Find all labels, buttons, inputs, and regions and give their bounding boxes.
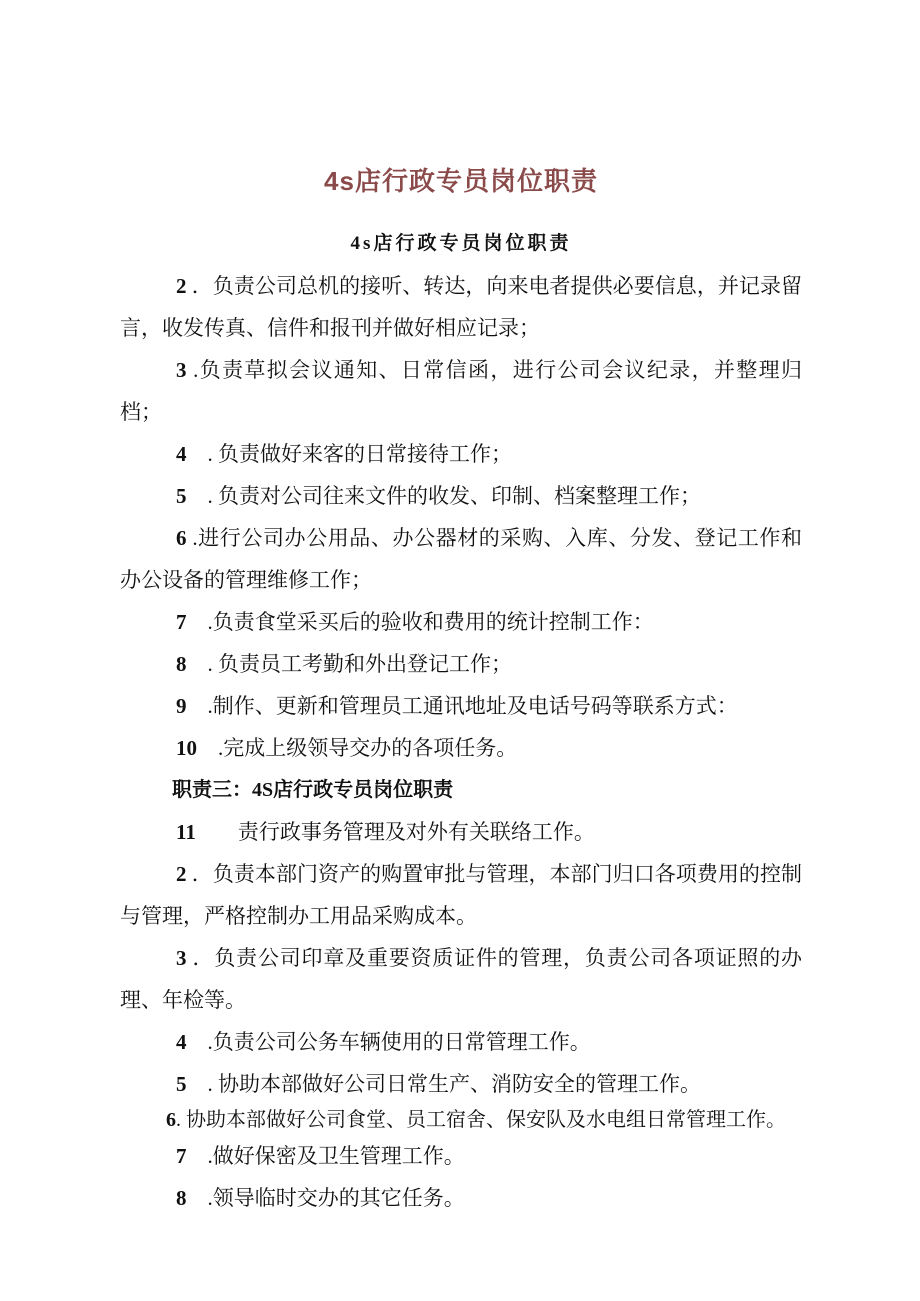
list-item <box>120 1105 802 1135</box>
list-item-separator: . <box>186 358 199 382</box>
list-item-separator: . <box>176 1109 186 1131</box>
list-item <box>120 853 802 937</box>
list-item-separator: . <box>186 442 218 466</box>
list-item-text: 负责做好来客的日常接待工作； <box>218 442 512 466</box>
list-item-number: 6 <box>166 1109 176 1131</box>
list-item-separator: . <box>186 1186 213 1210</box>
list-item-text: 负责草拟会议通知、日常信函，进行公司会议纪录，并整理归档； <box>120 358 802 424</box>
section-heading-text: 职责三：4S店行政专员岗位职责 <box>172 779 454 801</box>
list-item-text: 完成上级领导交办的各项任务。 <box>223 736 518 760</box>
section-heading <box>120 769 802 811</box>
list-item-number: 3 <box>176 946 187 970</box>
list-item-text: 负责公司总机的接听、转达，向来电者提供必要信息，并记录留言，收发传真、信件和报刊并做好相应记录； <box>120 274 803 340</box>
list-item-text: 负责公司公务车辆使用的日常管理工作。 <box>212 1030 591 1054</box>
list-item-separator <box>196 820 238 844</box>
list-item-number: 4 <box>176 1030 187 1054</box>
list-item-separator: . <box>186 484 218 508</box>
list-item-text: 负责员工考勤和外出登记工作； <box>218 652 512 676</box>
list-item <box>120 727 802 769</box>
list-item <box>120 937 802 1021</box>
list-item <box>120 349 802 433</box>
list-item <box>120 475 802 517</box>
list-item-number: 7 <box>176 610 187 634</box>
list-item-text: 负责对公司往来文件的收发、印制、档案整理工作； <box>218 484 701 508</box>
list-item <box>120 685 802 727</box>
list-item-text: 领导临时交办的其它任务。 <box>212 1186 465 1210</box>
list-item-number: 8 <box>176 1186 187 1210</box>
list-item-number: 2 <box>176 274 187 298</box>
list-item-text: 做好保密及卫生管理工作。 <box>212 1144 465 1168</box>
list-item-number: 7 <box>176 1144 187 1168</box>
document-body <box>120 265 802 1219</box>
list-item-separator: . <box>186 1072 218 1096</box>
list-item-text: 负责食堂采买后的验收和费用的统计控制工作： <box>212 610 654 634</box>
list-item <box>120 517 802 601</box>
list-item-number: 3 <box>176 358 187 382</box>
list-item-text: 责行政事务管理及对外有关联络工作。 <box>237 820 595 844</box>
list-item-text: 进行公司办公用品、办公器材的采购、入库、分发、登记工作和办公设备的管理维修工作； <box>120 526 803 592</box>
document-subtitle: 4s店行政专员岗位职责 <box>350 233 572 254</box>
list-item-number: 10 <box>176 736 197 760</box>
list-item-separator: . <box>186 694 213 718</box>
list-item <box>120 265 802 349</box>
list-item-number: 5 <box>176 1072 187 1096</box>
list-item-text: 负责本部门资产的购置审批与管理，本部门归口各项费用的控制与管理，严格控制办工用品采购成本。 <box>120 862 803 928</box>
list-item-separator: . <box>186 652 218 676</box>
list-item <box>120 811 802 853</box>
list-item-separator: . <box>186 526 198 550</box>
list-item-number: 11 <box>176 820 196 844</box>
list-item-number: 5 <box>176 484 187 508</box>
list-item-text: 协助本部做好公司日常生产、消防安全的管理工作。 <box>218 1072 701 1096</box>
list-item-separator: ． <box>186 274 213 298</box>
list-item-separator: . <box>186 1144 213 1168</box>
list-item-number: 8 <box>176 652 187 676</box>
list-item-number: 2 <box>176 862 187 886</box>
list-item <box>120 1063 802 1105</box>
list-item-number: 9 <box>176 694 187 718</box>
list-item <box>120 601 802 643</box>
list-item-text: 负责公司印章及重要资质证件的管理，负责公司各项证照的办理、年检等。 <box>120 946 803 1012</box>
list-item-number: 4 <box>176 442 187 466</box>
list-item-separator: ． <box>186 862 213 886</box>
list-item <box>120 1135 802 1177</box>
list-item <box>120 433 802 475</box>
list-item <box>120 643 802 685</box>
list-item-separator: . <box>186 1030 213 1054</box>
list-item-separator: ． <box>186 946 215 970</box>
list-item-number: 6 <box>176 526 187 550</box>
list-item <box>120 1021 802 1063</box>
list-item-text: 协助本部做好公司食堂、员工宿舍、保安队及水电组日常管理工作。 <box>186 1109 786 1131</box>
document-title: 4s店行政专员岗位职责 <box>324 166 598 196</box>
list-item-separator: . <box>197 736 224 760</box>
list-item <box>120 1177 802 1219</box>
list-item-separator: . <box>186 610 213 634</box>
list-item-text: 制作、更新和管理员工通讯地址及电话号码等联系方式： <box>212 694 738 718</box>
